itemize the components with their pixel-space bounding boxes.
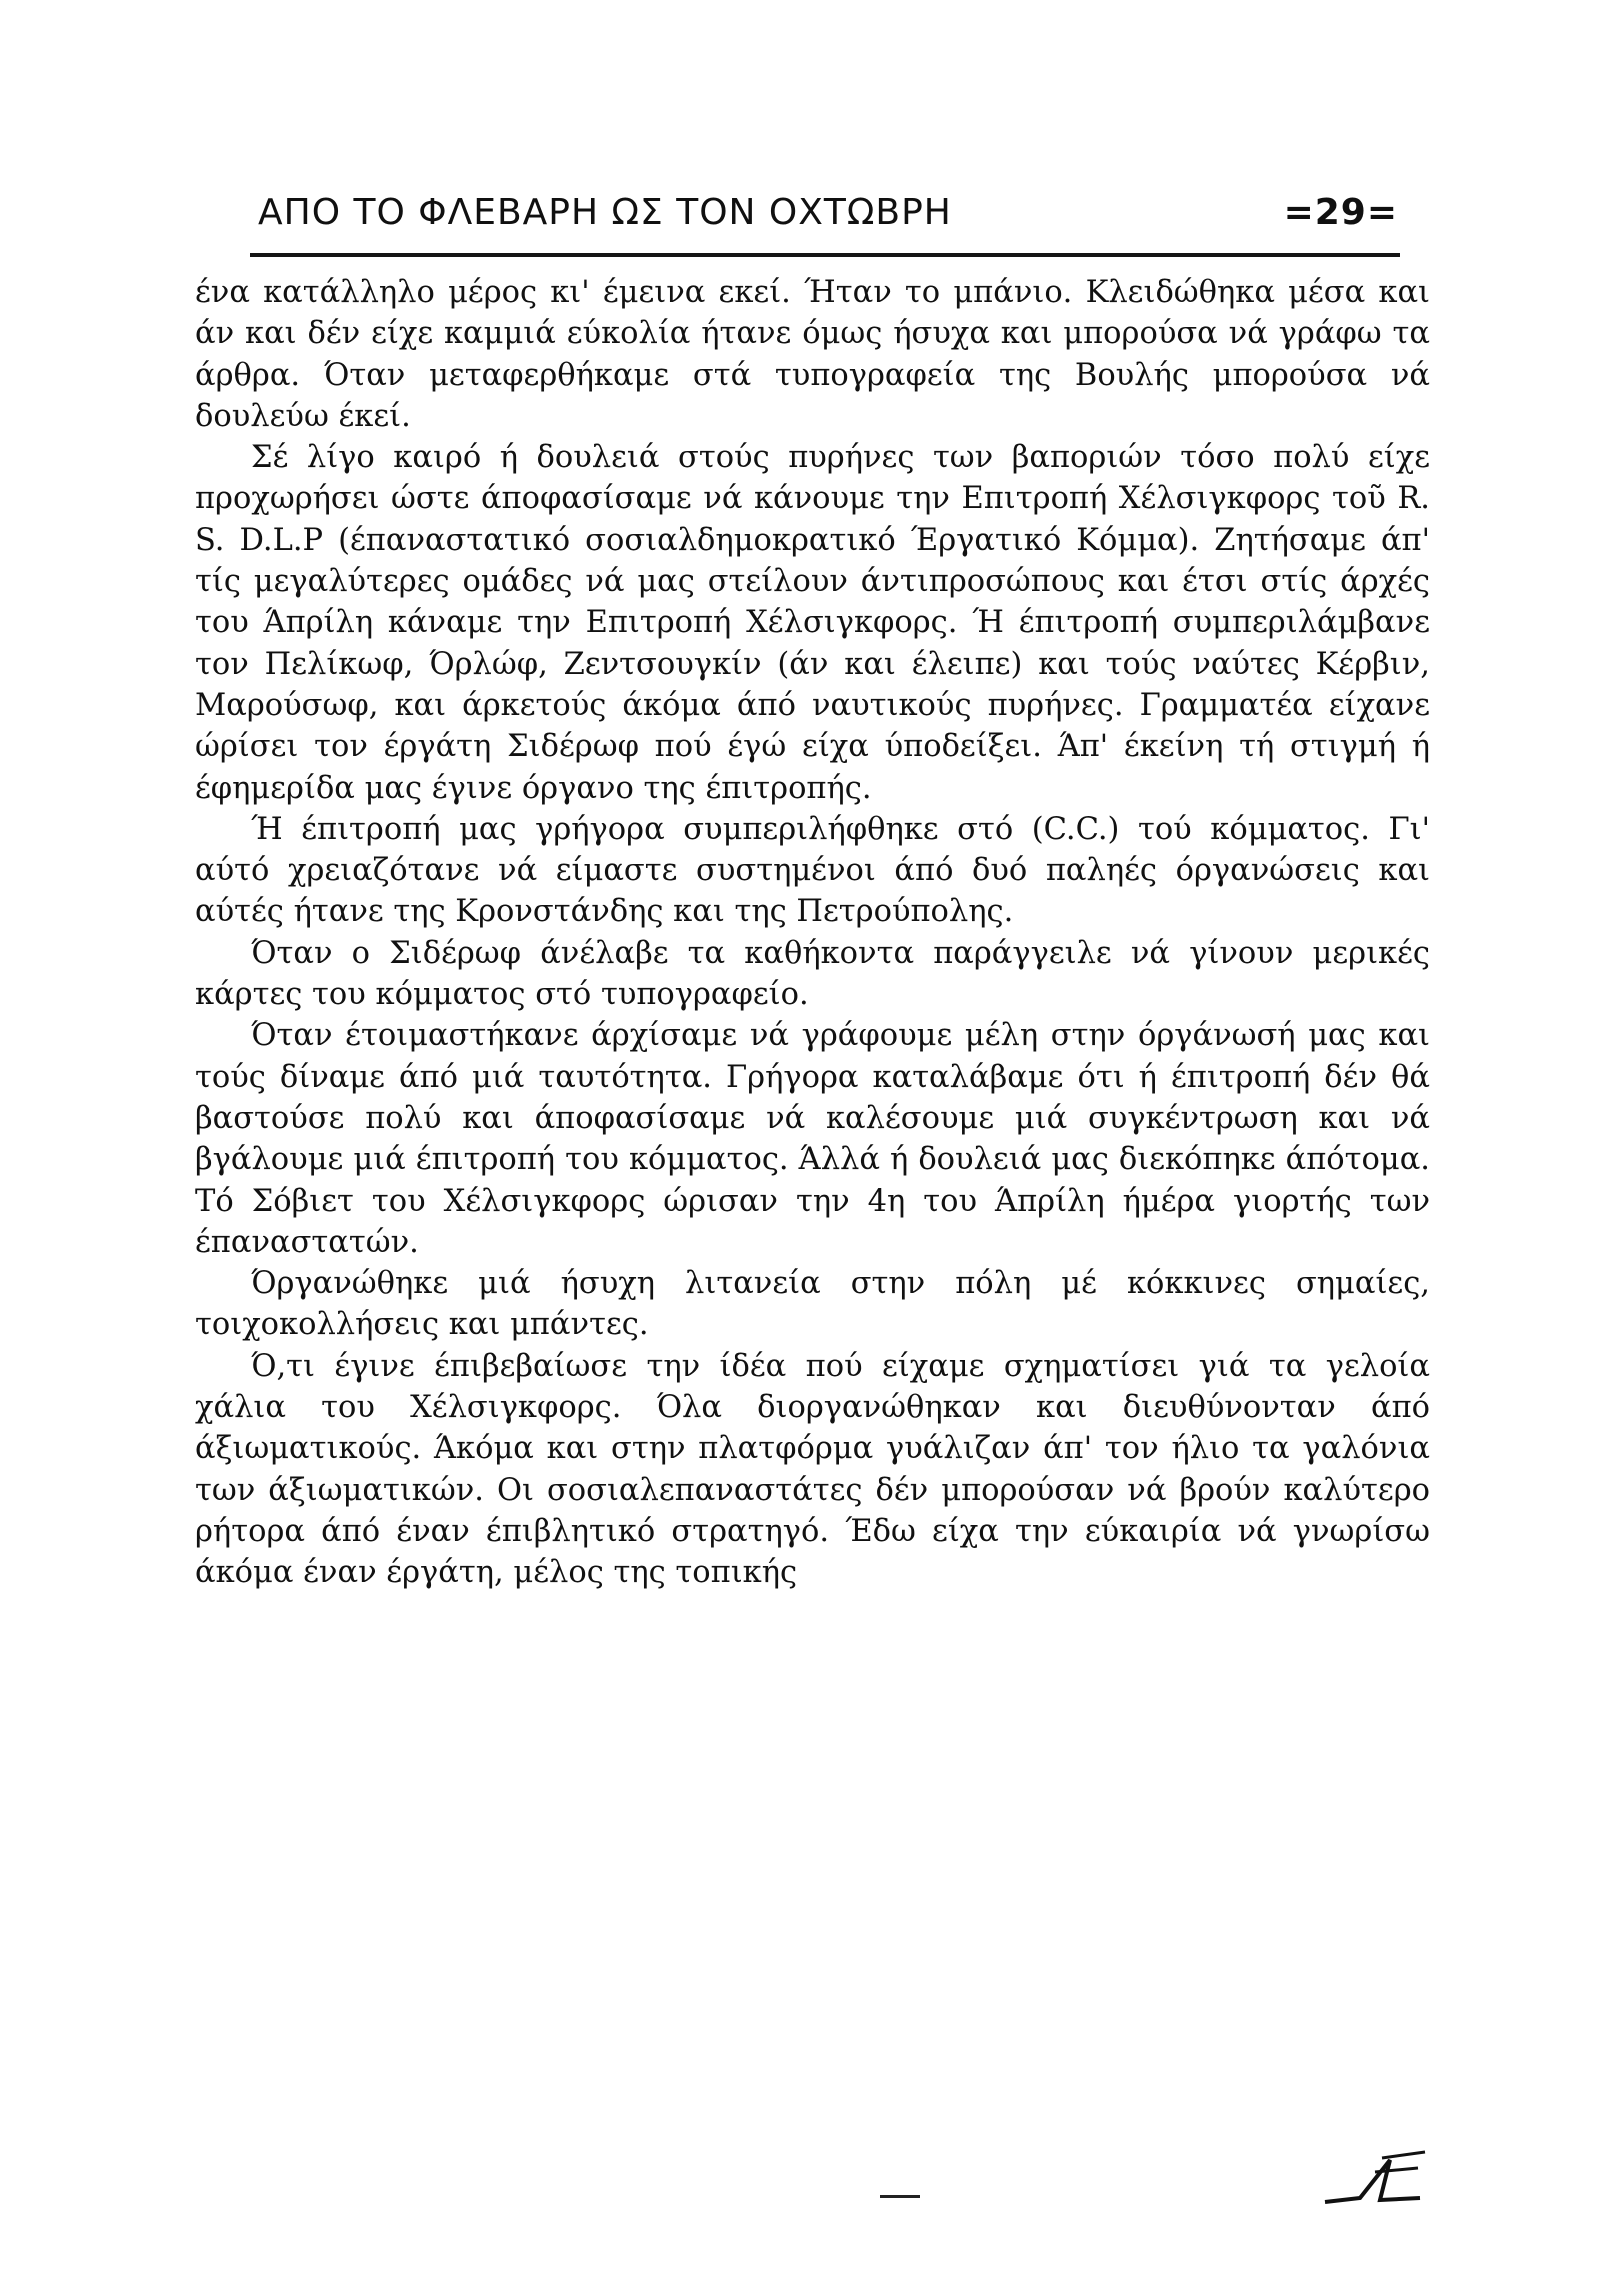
paragraph: Ή έπιτροπή μας γρήγορα συμπεριλήφθηκε στό (C.C.) τού κόμματος. Γι' αύτό χρειαζότανε νά είμαστε συστημένοι άπό δυό παληές όργανώσεις και αύτές ήτανε της Κρονστάνδης και της Πετρούπολης.	[195, 811, 1430, 930]
paragraph: Όταν έτοιμαστήκανε άρχίσαμε νά γράφουμε μέλη στην όργάνωσή μας και τούς δίναμε άπό μιά ταυτότητα. Γρήγορα καταλάβαμε ότι ή έπιτροπή δέν θά βαστούσε πολύ και άποφασίσαμε νά καλέσουμε μιά συγκέντρωση και νά βγάλουμε μιά έπιτροπή του κόμματος. Άλλά ή δουλειά μας διεκόπηκε άπότομα. Τό Σόβιετ του Χέλσιγκφορς ώρισαν την 4η του Άπρίλη ήμέρα γιορτής των έπαναστατών.	[195, 1018, 1430, 1260]
page-number: =29=	[1283, 192, 1398, 233]
handwritten-mark-icon	[1320, 2140, 1430, 2210]
header-rule	[250, 253, 1400, 257]
paragraph: Ό,τι έγινε έπιβεβαίωσε την ίδέα πού είχαμε σχηματίσει γιά τα γελοία χάλια του Χέλσιγκφορς. Όλα διοργανώθηκαν και διευθύνονταν άπό άξιωματικούς. Άκόμα και στην πλατφόρμα γυάλιζαν άπ' τον ήλιο τα γαλόνια των άξιωματικών. Οι σοσιαλεπαναστάτες δέν μπορούσαν νά βρούν καλύτερο ρήτορα άπό έναν έπιβλητικό στρατηγό. Έδω είχα την εύκαιρία νά γνωρίσω άκόμα έναν έργάτη, μέλος της τοπικής	[195, 1348, 1430, 1591]
running-header	[258, 192, 1398, 248]
paragraph: Σέ λίγο καιρό ή δουλειά στούς πυρήνες των βαποριών τόσο πολύ είχε προχωρήσει ώστε άποφασίσαμε νά κάνουμε την Επιτροπή Χέλσιγκφορς τοῦ R. S. D.L.P (έπαναστατικό σοσιαλδημοκρατικό Έργατικό Κόμμα). Ζητήσαμε άπ' τίς μεγαλύτερες ομάδες νά μας στείλουν άντιπροσώπους και έτσι στίς άρχές του Άπρίλη κάναμε την Επιτροπή Χέλσιγκφορς. Ή έπιτροπή συμπεριλάμβανε τον Πελίκωφ, Όρλώφ, Ζεντσουγκίν (άν και έλειπε) και τούς ναύτες Κέρβιν, Μαρούσωφ, και άρκετούς άκόμα άπό ναυτικούς πυρήνες. Γραμματέα είχανε ώρίσει τον έργάτη Σιδέρωφ πού έγώ είχα ύποδείξει. Άπ' έκείνη τή στιγμή ή έφημερίδα μας έγινε όργανο της έπιτροπής.	[195, 440, 1430, 806]
paragraph-continued: ένα κατάλληλο μέρος κι' έμεινα εκεί. Ήταν το μπάνιο. Κλειδώθηκα μέσα και άν και δέν είχε καμμιά εύκολία ήτανε όμως ήσυχα και μπορούσα νά γράφω τα άρθρα. Όταν μεταφερθήκαμε στά τυπογραφεία της Βουλής μπορούσα νά δουλεύω έκεί.	[195, 275, 1430, 434]
body-text	[195, 272, 1430, 1594]
paragraph: Όταν ο Σιδέρωφ άνέλαβε τα καθήκοντα παράγγειλε νά γίνουν μερικές κάρτες του κόμματος στό τυπογραφείο.	[195, 935, 1430, 1013]
paragraph: Όργανώθηκε μιά ήσυχη λιτανεία στην πόλη μέ κόκκινες σημαίες, τοιχοκολλήσεις και μπάντες.	[195, 1266, 1430, 1343]
stray-dash-mark	[880, 2195, 920, 2198]
running-title: ΑΠΟ ΤΟ ΦΛΕΒΑΡΗ ΩΣ ΤΟΝ ΟΧΤΩΒΡΗ	[258, 192, 952, 233]
